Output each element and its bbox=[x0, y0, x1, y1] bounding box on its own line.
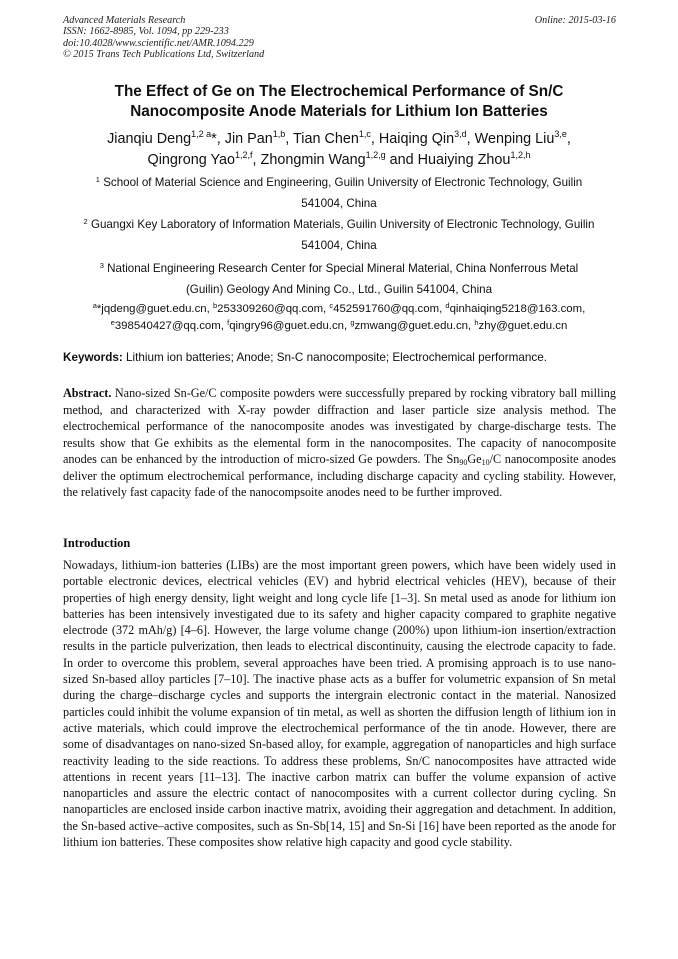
affiliation-2 bbox=[52, 214, 626, 256]
author-separator: , bbox=[466, 131, 475, 147]
subscript: 10 bbox=[481, 458, 490, 467]
author-name: Zhongmin Wang bbox=[260, 152, 366, 168]
journal-header bbox=[63, 15, 616, 60]
affiliation-text: National Engineering Research Center for Special Mineral Material, China Nonferrous Metal bbox=[107, 262, 579, 275]
paper-title bbox=[40, 82, 638, 121]
journal-name: Advanced Materials Research bbox=[63, 15, 186, 26]
author-affiliation-mark: 1,c bbox=[358, 129, 371, 139]
email-address[interactable]: qingry96@guet.edu.cn, bbox=[229, 320, 351, 332]
subscript: 90 bbox=[459, 458, 468, 467]
affiliation-1 bbox=[52, 172, 626, 214]
author-affiliation-mark: 3,e bbox=[554, 129, 567, 139]
author-affiliation-mark: 1,2,f bbox=[235, 150, 253, 160]
author-separator: , bbox=[566, 131, 571, 147]
author-line-1 bbox=[40, 129, 638, 150]
email-mark: g bbox=[350, 318, 355, 327]
email-mark: e bbox=[110, 318, 115, 327]
email-mark: c bbox=[329, 301, 334, 310]
email-line-1 bbox=[52, 301, 626, 318]
abstract bbox=[63, 385, 616, 501]
affiliation-number: 3 bbox=[99, 261, 104, 270]
author-name: Jin Pan bbox=[224, 131, 273, 147]
introduction-body: Nowadays, lithium-ion batteries (LIBs) are the most important green powers, which have been widely used in portable electronic devices, electrical vehicles (EV) and hybrid electrical vehicles (HEV), because of their properties of high energy density, light weight and long cycle life [1–3]. Sn metal used as anode for lithium ion batteries has been intensively investigated due to its safety and higher capacity compared to graphite negative electrode (372 mAh/g) [4–6]. However, the large volume change (200%) upon lithium-ion insertion/extraction results in the particle pulverization, then leads to electrical discontinuity, causing the electrode capacity to fade. In order to overcome this problem, several approaches have been tried. A promising approach is to use nano-sized Sn-based alloy particles [7–10]. The inactive phase acts as a buffer for volumetric expansion of Sn metal during the charge–discharge cycles and supports the intergrain electronic contact in the material. Nanosized particles could inhibit the volume expansion of tin metal, as well as shorten the diffusion length of lithium ion in active materials, which could improve the electrochemical performance of the tin anode. However, there are some of disadvantages on nano-sized Sn-based alloy, for example, aggregation of nanoparticles and high surface reactivity leading to the side reactions. To address these problems, Sn/C nanocomposites have attracted wide attentions in recent years [11–13]. The inactive carbon matrix can buffer the volume expansion of active nanoparticles and assure the electric contact of nanocomposites with a current collector during cycling. Sn nanoparticles are enclosed inside carbon inactive matrix, avoiding their aggregation and detachment. In addition, the Sn-based active–active composites, such as Sn-Sb[14, 15] and Sn-Si [16] have been reported as the anode for lithium ion batteries. These composites show relative high capacity and good cycle stability. bbox=[63, 558, 616, 850]
author-affiliation-mark: 3,d bbox=[454, 129, 467, 139]
email-address[interactable]: 398540427@qq.com, bbox=[114, 320, 228, 332]
affiliation-number: 2 bbox=[83, 217, 88, 226]
author-name: Qingrong Yao bbox=[147, 152, 236, 168]
affiliation-text-continued: 541004, China bbox=[301, 239, 377, 252]
author-affiliation-mark: 1,2,h bbox=[510, 150, 531, 160]
email-mark: f bbox=[227, 318, 230, 327]
affiliation-text: Guangxi Key Laboratory of Information Materials, Guilin University of Electronic Technology, Guilin bbox=[90, 218, 595, 231]
author-name: Tian Chen bbox=[293, 131, 359, 147]
email-mark: b bbox=[212, 301, 218, 310]
author-line-2 bbox=[40, 150, 638, 171]
email-mark: d bbox=[445, 301, 450, 310]
affiliation-number: 1 bbox=[95, 175, 100, 184]
email-address[interactable]: *jqdeng@guet.edu.cn, bbox=[96, 303, 213, 315]
abstract-text: /C nanocomposite anodes deliver the optimum electrochemical performance, including discharge capacity and cycling stability. However, the relatively fast capacity fade of the nanocompsoite anodes need to be further improved. bbox=[63, 452, 616, 499]
email-mark: a bbox=[92, 301, 97, 310]
affiliation-text-continued: 541004, China bbox=[301, 197, 377, 210]
title-line-1: The Effect of Ge on The Electrochemical Performance of Sn/C bbox=[114, 83, 564, 100]
abstract-label: Abstract. bbox=[63, 386, 112, 400]
abstract-text: Ge bbox=[467, 452, 482, 466]
author-affiliation-mark: 1,2,g bbox=[365, 150, 386, 160]
keywords-label: Keywords: bbox=[63, 351, 123, 364]
abstract-text: Nano-sized Sn-Ge/C composite powders were successfully prepared by rocking vibratory ball milling method, and characterized with X-ray powder diffraction and laser particle size analysis method. The electrochemical performance of the nanocomposite anodes was investigated by charge-discharge tests. The results show that Ge exhibits as the elemental form in the nanocomposites. The capacity of nanocomposite anodes can be enhanced by the introduction of micro-sized Ge powders. The Sn bbox=[63, 386, 616, 466]
copyright-line: © 2015 Trans Tech Publications Ltd, Switzerland bbox=[63, 48, 265, 60]
email-list bbox=[52, 301, 626, 335]
author-name: Wenping Liu bbox=[474, 131, 555, 147]
keywords bbox=[63, 350, 623, 366]
affiliation-3 bbox=[52, 258, 626, 300]
email-mark: h bbox=[474, 318, 479, 327]
email-line-2 bbox=[52, 318, 626, 335]
author-separator: , bbox=[370, 131, 379, 147]
email-address[interactable]: zmwang@guet.edu.cn, bbox=[354, 320, 475, 332]
affiliation-text: School of Material Science and Engineering, Guilin University of Electronic Technology, Guilin bbox=[103, 176, 583, 189]
introduction-heading: Introduction bbox=[63, 536, 131, 550]
doi-line[interactable]: doi:10.4028/www.scientific.net/AMR.1094.229 bbox=[63, 37, 254, 49]
email-address[interactable]: qinhaiqing5218@163.com, bbox=[449, 303, 586, 315]
author-name: Haiqing Qin bbox=[378, 131, 455, 147]
email-address[interactable]: 452591760@qq.com, bbox=[333, 303, 446, 315]
author-separator: and bbox=[385, 152, 418, 168]
affiliation-text-continued: (Guilin) Geology And Mining Co., Ltd., Guilin 541004, China bbox=[185, 283, 493, 296]
author-affiliation-mark: 1,b bbox=[272, 129, 286, 139]
author-name: Huaiying Zhou bbox=[417, 152, 511, 168]
email-address[interactable]: 253309260@qq.com, bbox=[217, 303, 330, 315]
issn-line: ISSN: 1662-8985, Vol. 1094, pp 229-233 bbox=[63, 26, 229, 38]
title-line-2: Nanocomposite Anode Materials for Lithium Ion Batteries bbox=[130, 102, 548, 120]
email-address[interactable]: zhy@guet.edu.cn bbox=[478, 320, 568, 332]
keywords-text: Lithium ion batteries; Anode; Sn-C nanocomposite; Electrochemical performance. bbox=[122, 351, 547, 364]
author-separator: *, bbox=[211, 131, 225, 147]
author-name: Jianqiu Deng bbox=[107, 131, 192, 147]
author-list bbox=[40, 129, 638, 171]
author-affiliation-mark: 1,2 a bbox=[191, 129, 212, 139]
online-date: Online: 2015-03-16 bbox=[534, 15, 616, 26]
author-separator: , bbox=[285, 131, 294, 147]
author-separator: , bbox=[252, 152, 261, 168]
